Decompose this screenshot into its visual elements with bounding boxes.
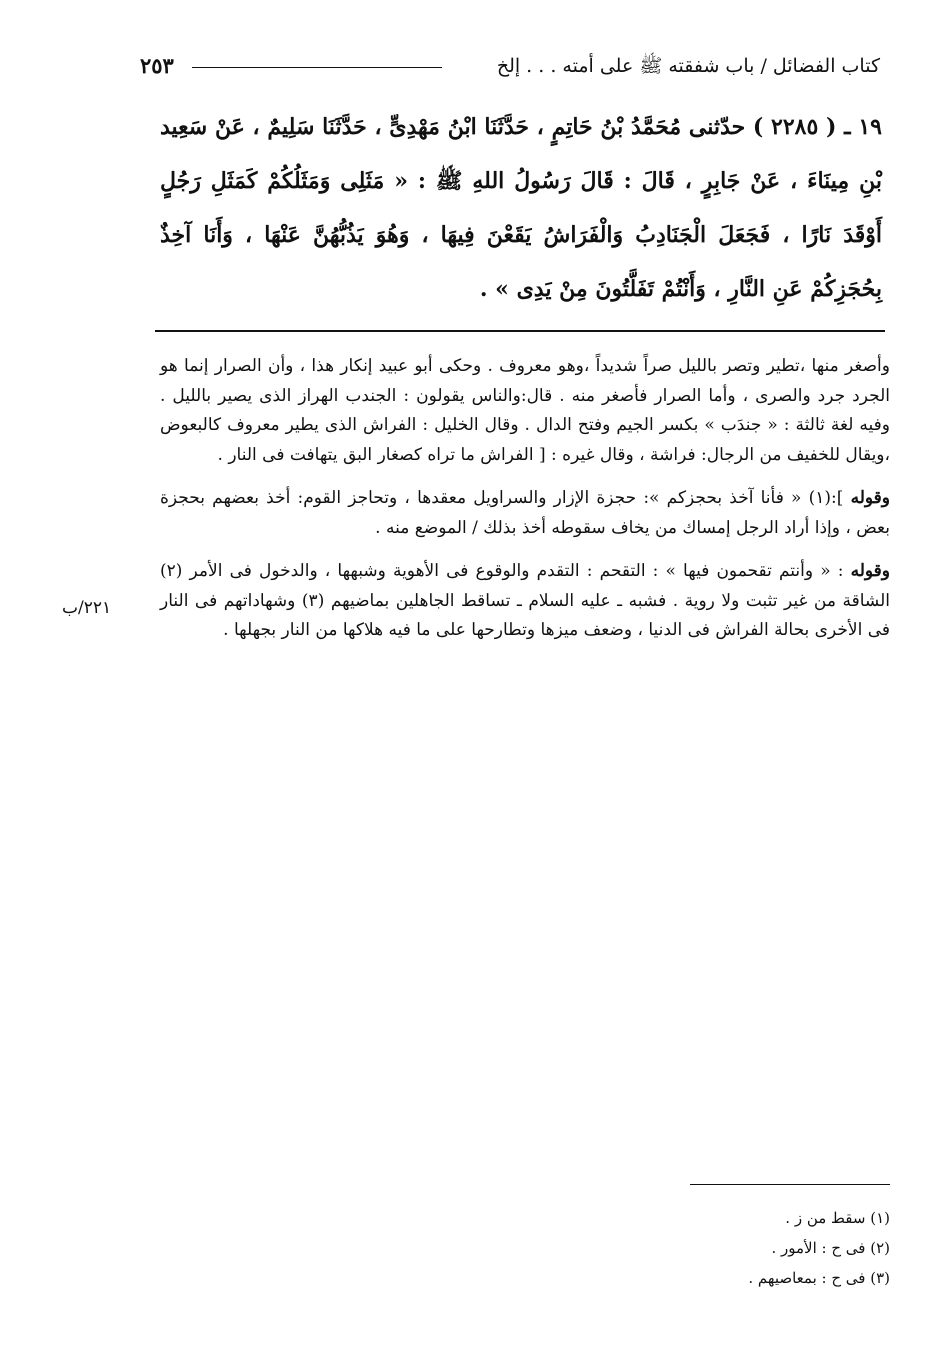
section-divider	[155, 330, 885, 332]
header-rule	[192, 67, 442, 68]
commentary-paragraph-1: وأصغر منها ،تطير وتصر بالليل صراً شديداً ،وهو معروف . وحكى أبو عبيد إنكار هذا ، وأن الصرار إنما هو الجرد جرد والصرى ، وأما الصرار فأصغر منه . قال:والناس يقولون : الجندب الهراز الذى يصير بالليل . وفيه لغة ثالثة : « جندَب » بكسر الجيم وفتح الدال . وقال الخليل : الفراش الذى يطير معروف كالبعوض ،ويقال للخفيف من الرجال: فراشة ، وقال غيره : [ الفراش ما تراه كصغار البق يتهافت فى النار .	[160, 356, 890, 465]
hadith-text: ١٩ ـ ( ٢٢٨٥ ) حدّثنى مُحَمَّدُ بْنُ حَاتِمٍ ، حَدَّثَنَا ابْنُ مَهْدِىٍّ ، حَدَّثَنَا سَلِيمٌ ، عَنْ سَعِيد بْنِ مِينَاءَ ، عَنْ جَابِرٍ ، قَالَ : قَالَ رَسُولُ اللهِ ﷺ : « مَثَلِى وَمَثَلُكُمْ كَمَثَلِ رَجُلٍ أَوْقَدَ نَارًا ، فَجَعَلَ الْجَنَادِبُ وَالْفَرَاشُ يَقَعْنَ فِيهَا ، وَهُوَ يَذُبُّهُنَّ عَنْهَا ، وَأَنَا آخِذٌ بِحُجَزِكُمْ عَنِ النَّارِ ، وَأَنْتُمْ تَفَلَّتُونَ مِنْ يَدِى » .	[160, 114, 882, 302]
paragraph-lead-word: وقوله	[850, 561, 890, 581]
running-header	[140, 46, 880, 86]
commentary-paragraph-3	[160, 557, 890, 646]
footnote-1: (١) سقط من ز .	[785, 1209, 890, 1227]
header-title: كتاب الفضائل / باب شفقته ﷺ على أمته . . . إلخ	[496, 55, 880, 77]
paragraph-body: ]:(١) « فأنا آخذ بحجزكم »: حجزة الإزار والسراويل معقدها ، وتحاجز القوم: أخذ بعضهم بحجزة بعض ، وإذا أراد الرجل إمساك من يخاف سقوطه أخذ بذلك / الموضع منه .	[160, 488, 890, 538]
paragraph-body: : « وأنتم تقحمون فيها » : التقحم : التقدم والوقوع فى الأهوية وشبهها ، والدخول فى الأمر (٢) الشاقة من غير تثبت ولا روية . فشبه ـ عليه السلام ـ تساقط الجاهلين بماضيهم (٣) وشهاداتهم فى النار فى الأخرى بحالة الفراش فى الدنيا ، وضعف ميزها وتطارحها على ما فيه هلاكها من النار بجهلها .	[160, 561, 890, 640]
paragraph-lead-word: وقوله	[850, 488, 890, 508]
page-number: ٢٥٣	[140, 53, 174, 78]
footnotes	[590, 1203, 890, 1293]
footnote-2: (٢) فى ح : الأمور .	[771, 1239, 890, 1257]
footnote-3: (٣) فى ح : بمعاصيهم .	[748, 1269, 890, 1287]
commentary	[160, 352, 890, 660]
commentary-paragraph-2	[160, 484, 890, 543]
manuscript-folio-note: ٢٢١/ب	[62, 598, 112, 618]
footnote-rule	[690, 1184, 890, 1185]
